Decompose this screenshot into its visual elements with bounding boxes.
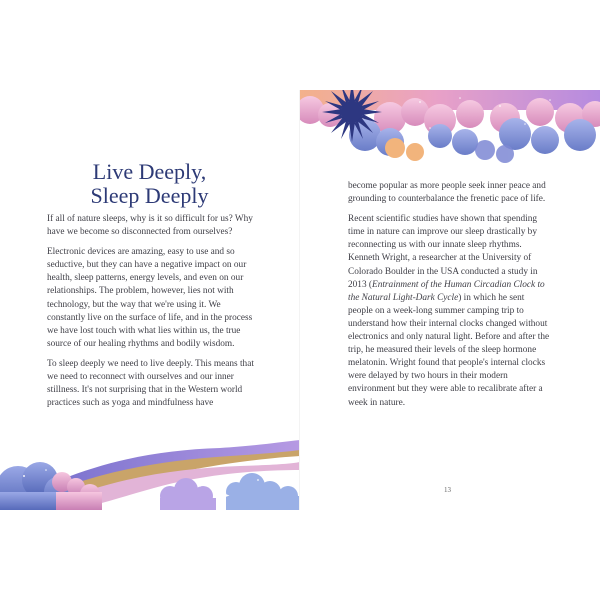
study-text-after: ) in which he sent people on a week-long summer camping trip to understand how their internal clocks changed without electronics and only natural light. Before and after the trip, he measured their levels of the sleep hormone melatonin. Wright found that people's internal clocks were delayed by two hours in their modern environment but they were able to recalibrate after a week in nature. — [348, 292, 550, 408]
study-text-before: Recent scientific studies have shown that spending time in nature can improve our sleep drastically by reconnecting us with our innate sleep rhythms. Kenneth Wright, a researcher at the University of Colorado Boulder in the USA conducted a study in 2013 ( — [348, 214, 538, 290]
paragraph-3: To sleep deeply we need to live deeply. This means that we need to reconnect with ourselves and our inner stillness. It's not surprising that in the Western world practices such as yoga and mindfulness have — [47, 358, 254, 409]
left-page — [0, 90, 300, 510]
title-line-1: Live Deeply, — [92, 159, 207, 184]
paragraph-1: If all of nature sleeps, why is it so difficult for us? Why have we become so disconnected from ourselves? — [47, 214, 253, 238]
title-line-2: Sleep Deeply — [90, 183, 209, 208]
paragraph-2: Electronic devices are amazing, easy to use and so seductive, but they can have a negative impact on our health, sleep patterns, energy levels, and even on our relationships. The problem, however, lies not with technology, but the way that we're using it. We constantly live on the surface of life, and in the process we have lost touch with what lies within us, the true source of our healing rhythms and bodily wisdom. — [47, 247, 253, 349]
paragraph-study — [348, 213, 550, 409]
clouds-and-star-illustration — [300, 90, 600, 165]
page-title — [47, 160, 252, 208]
left-page-text — [47, 213, 259, 417]
clouds-and-waves-illustration — [0, 440, 300, 510]
paragraph-continued: become popular as more people seek inner peace and grounding to counterbalance the frenetic pace of life. — [348, 181, 546, 205]
page-number: 13 — [444, 486, 451, 494]
study-title: Entrainment of the Human Circadian Clock to the Natural Light-Dark Cycle — [348, 279, 545, 303]
right-page — [300, 90, 600, 510]
right-page-text — [348, 180, 550, 417]
